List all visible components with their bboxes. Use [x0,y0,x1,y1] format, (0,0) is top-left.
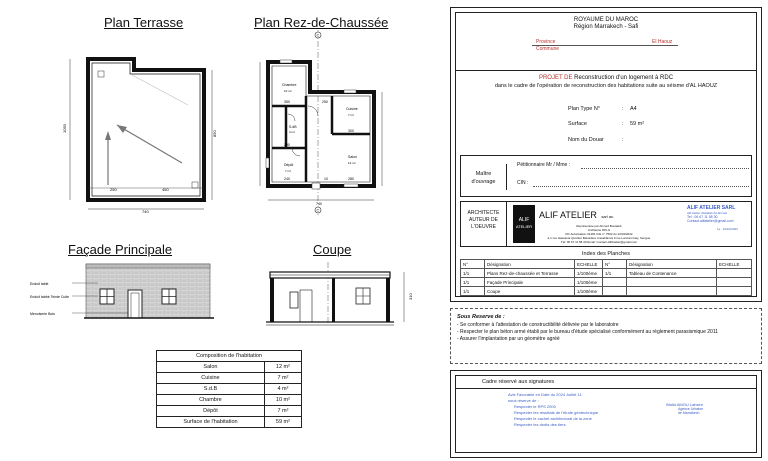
room-chambre: Chambre [282,83,297,87]
table-row: Surface de l'habitation 59 m² [157,417,302,428]
index-title: Index des Planches [581,251,630,257]
table-row: Chambre 10 m² [157,395,302,406]
coupe-drawing [262,262,422,328]
facade-drawing [28,262,228,328]
composition-title: Composition de l'habitation [157,351,302,362]
plan-rdc-drawing [252,30,392,220]
rdc-dim-g: 280 [348,177,354,181]
title-coupe: Coupe [313,242,352,257]
room-depot-area: 7 m² [285,169,291,173]
coupe-dim: 310 [408,293,413,300]
title-plan-rdc: Plan Rez-de-Chaussée [254,15,389,30]
maitre-ouvrage-label: Maître d'ouvrage [461,164,507,190]
signatures-box [450,370,762,458]
header-kingdom [456,13,756,71]
firm-stamp: ALIF ATELIER SARL Alif Atelier Abdallah Ait Ahmed Tel : 06 67 11 58 30 Contact.alifatelier@gmail.com Le : 10/10/2023 [687,205,738,231]
kingdom: ROYAUME DU MAROC [573,17,639,23]
facade-label-enduit: Enduit tablé [30,282,49,286]
section-mark-top: C [316,32,320,38]
table-row: 1/1 Façade Principale 1/100ème [461,278,752,287]
rdc-dim-e: 240 [284,177,290,181]
room-chambre-area: 10 m² [284,89,292,93]
surface-value: 59 m² [630,121,645,127]
table-row: S.d.B 4 m² [157,384,302,395]
firm-line-4: à 1 rue Hassania Quartier Belvédère Casablanca 9 rue Lamrani Hay, Sengue [547,236,651,240]
index-table [460,259,752,296]
rdc-dim-a: 350 [284,100,290,104]
firm-name: ALIF ATELIER [539,210,597,220]
firm-line-2: Architecte DPLG [587,228,611,232]
region: Région Marrakech - Safi [573,24,639,30]
rdc-dim-f: 10 [324,177,328,181]
province-label: Province [536,39,556,45]
room-cuisine-area: 7 m² [348,113,354,117]
room-cuisine: Cuisine [346,107,358,111]
architecte-row [460,201,752,247]
reserve-line-3: - Assurer l'implantation par un géomètre agréé [457,336,560,342]
reserve-title: Sous Reserve de : [457,314,505,320]
firm-line-3: RC Autorisation 31481 ICE n° 7592 du 10/04/2022 [565,232,633,236]
douar-label: Nom du Douar [568,137,604,143]
projet-prefix: PROJET DE [538,75,573,81]
projet-block [456,75,756,89]
terrasse-dim-bottom-b: 450 [162,187,169,192]
section-mark-bottom: C [316,207,320,213]
terrasse-dim-left: 1050 [62,124,67,133]
petitionnaire-label: Pétitionnaire Mr / Mme : [517,162,571,168]
table-row: Cuisine 7 m² [157,373,302,384]
room-sdb-area: 4 m² [289,130,295,134]
table-row: Salon 12 m² [157,362,302,373]
firm-suffix: sarl au [601,214,614,219]
room-depot: Dépôt [284,163,294,167]
rdc-dim-d: 290 [284,143,290,147]
table-row: 1/1 Coupe 1/100ème [461,287,752,296]
reserve-box [450,308,762,364]
architecte-label: ARCHITECTE AUTEUR DE L'OEUVRE [461,202,507,246]
plan-terrasse-drawing [62,45,222,215]
commune-label: Commune [536,46,560,52]
table-header: N° Désignation ECHELLE N° Désignation ECHELLE [461,260,752,269]
terrasse-dim-bottom: 740 [142,209,149,214]
title-block: ROYAUME DU MAROC Région Marrakech - Safi Province El Haouz Commune PROJET DE Reconstruction d'un logement à RDC dans le cadre de l'opération de reconstruction des habitations suite au séisme d'AL HAOUZ Plan Type N° : A4 Surface : 59 m² Nom du Douar : Maître d'ouvrage Pétitionnaire Mr / Mme : CIN : ARCHITECTE AUTEUR DE L'OEUVRE ALIF ATELIER ALIF ATELIER sarl au Représentée par Ahmed Boutaleb Architecte DPLG RC Autorisation 31481 ICE n° 7592 du 10/04/2022 à 1 rue Hassania Quartier Belvédère Casablanca 9 rue Lamrani Hay, Sengue Tél: 06 67 11 58 30 Email: Contact.AlifAtelier@gmail.com ALIF ATELIER SARL Alif Atelier Abdallah Ait Ahmed Tel : 06 67 11 58 30 Contact.alifatelier@gmail.com Le : 10/10/2023 Index des Planches N° Désignation ECHELLE N° Désignation ECHELLE 1/1 Plans Rez-de-chaussée et Terrasse 1/100ème 1/1 Tableau de Contenance 1/1 Façade Principale 1/100ème 1/1 Coupe 1/100ème [450,7,762,302]
rdc-dim-c: 300 [348,129,354,133]
title-plan-terrasse: Plan Terrasse [104,15,184,30]
firm-logo: ALIF ATELIER [513,205,535,243]
plan-type-label: Plan Type N° [568,106,601,112]
title-facade: Façade Principale [68,242,173,257]
terrasse-dim-right: 850 [212,130,217,137]
room-salon: Salon [348,155,357,159]
rdc-dim-b: 250 [322,100,328,104]
composition-table [156,350,302,428]
signatures-title: Cadre réservé aux signatures [482,379,555,385]
plan-type-value: A4 [630,106,637,112]
reserve-line-1: - Se conformer à l'attestation de constructibilité délivrée par le laboratoire [457,322,619,328]
table-row: 1/1 Plans Rez-de-chaussée et Terrasse 1/100ème 1/1 Tableau de Contenance [461,269,752,278]
table-row: Dépôt 7 m² [157,406,302,417]
province-value: El Haouz [652,39,673,45]
projet-main: Reconstruction d'un logement à RDC [574,75,674,81]
projet-line2: dans le cadre de l'opération de reconstruction des habitations suite au séisme d'AL HAOUZ [494,83,718,89]
room-salon-area: 12 m² [348,161,356,165]
rdc-dim-h: 740 [316,202,322,206]
authority-stamp: Walid AMOU Lahsen Agence Urbaine de Marrakech [666,402,704,415]
maitre-ouvrage-row [460,155,752,197]
handwritten-approval: Avis Favorable en Date du 2024 Juillet 11 sous réserve de : Respecter le RPS 2000 Respecter les résultats de l'étude géotechnique Respecter le cachet architectural de la zone Respecter les droits des tiers [508,392,599,427]
facade-label-enduit-teinte: Enduit tabbé Teinte Cuite [30,295,70,299]
room-sdb: S.dB [289,125,297,129]
surface-label: Surface [568,121,587,127]
facade-label-menuiserie: Menuiserie Bois [30,312,55,316]
firm-line-5: Tél: 06 67 11 58 30 Email: Contact.AlifAtelier@gmail.com [560,240,638,244]
reserve-line-2: - Respecter le plan béton armé établi par le bureau d'étude spécialisé conformément au règlement parasismique 2011 [457,329,719,335]
cin-label: CIN : [517,180,529,186]
index-table-wrap [460,259,752,296]
firm-line-1: Représentée par Ahmed Boutaleb [576,224,622,228]
terrasse-dim-bottom-a: 250 [110,187,117,192]
